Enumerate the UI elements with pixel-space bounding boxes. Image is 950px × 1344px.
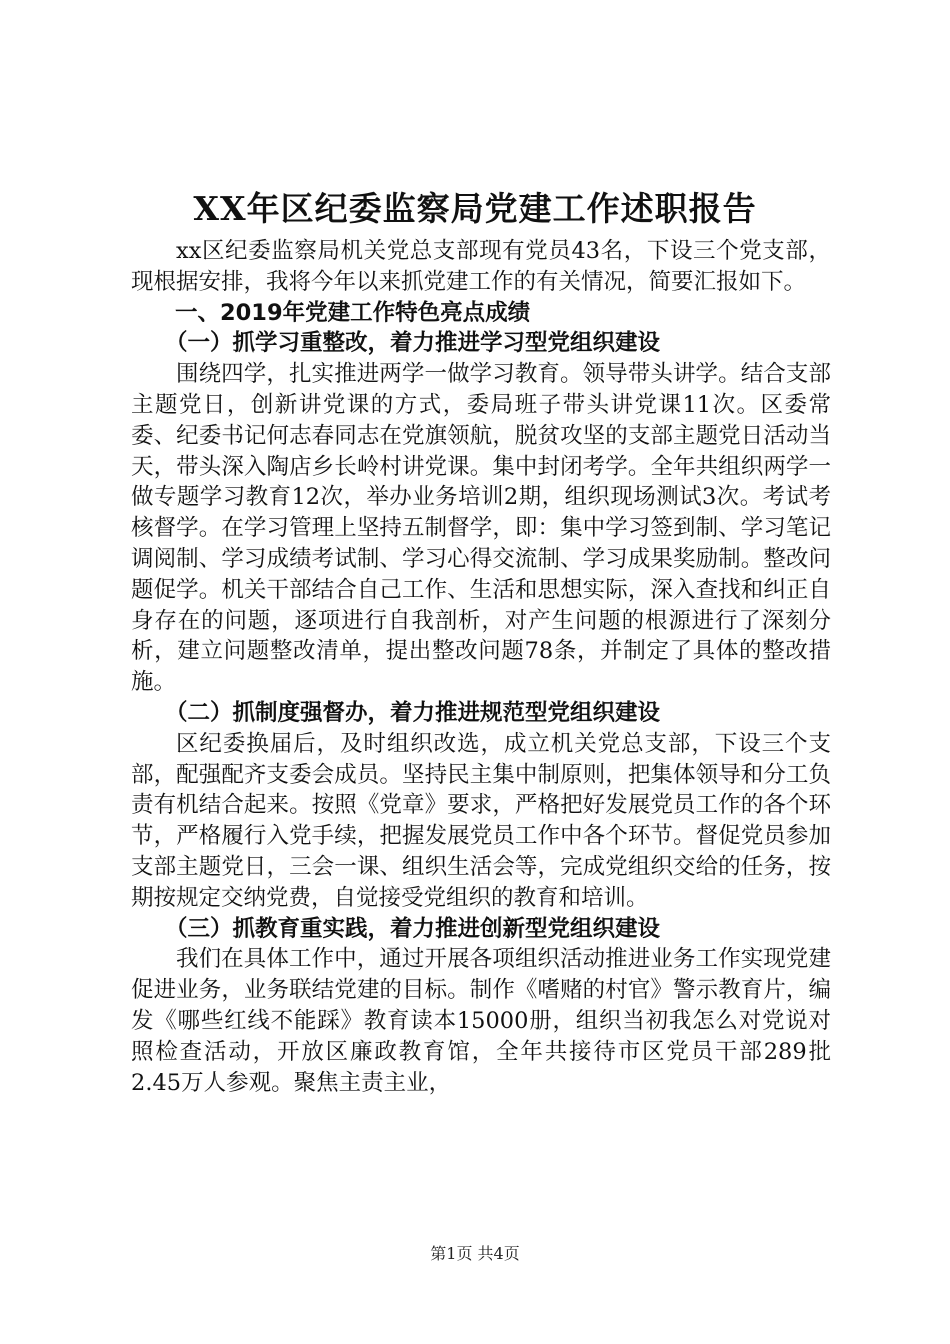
intro-paragraph: xx区纪委监察局机关党总支部现有党员43名，下设三个党支部，现根据安排，我将今年以来抓党建工作的有关情况，简要汇报如下。: [131, 238, 831, 295]
subsection-paragraph-1: 围绕四学，扎实推进两学一做学习教育。领导带头讲学。结合支部主题党日，创新讲党课的方式，委局班子带头讲党课11次。区委常委、纪委书记何志春同志在党旗领航，脱贫攻坚的支部主题党日活动当天，带头深入陶店乡长岭村讲党课。集中封闭考学。全年共组织两学一做专题学习教育12次，举办业务培训2期，组织现场测试3次。考试考核督学。在学习管理上坚持五制督学，即：集中学习签到制、学习笔记调阅制、学习成绩考试制、学习心得交流制、学习成果奖励制。整改问题促学。机关干部结合自己工作、生活和思想实际，深入查找和纠正自身存在的问题，逐项进行自我剖析，对产生问题的根源进行了深刻分析，建立问题整改清单，提出整改问题78条，并制定了具体的整改措施。: [131, 361, 831, 696]
section-heading-1: 一、2019年党建工作特色亮点成绩: [175, 299, 531, 326]
subsection-heading-3: （三）抓教育重实践，着力推进创新型党组织建设: [165, 915, 661, 942]
subsection-heading-1: （一）抓学习重整改，着力推进学习型党组织建设: [165, 330, 661, 357]
page-footer: 第1页 共4页: [430, 1244, 520, 1263]
subsection-heading-2: （二）抓制度强督办，着力推进规范型党组织建设: [165, 699, 661, 726]
document-body: [131, 236, 831, 1098]
subsection-paragraph-2: 区纪委换届后，及时组织改选，成立机关党总支部，下设三个支部，配强配齐支委会成员。坚持民主集中制原则，把集体领导和分工负责有机结合起来。按照《党章》要求，严格把好发展党员工作的各个环节，严格履行入党手续，把握发展党员工作中各个环节。督促党员参加支部主题党日，三会一课、组织生活会等，完成党组织交给的任务，按期按规定交纳党费，自觉接受党组织的教育和培训。: [131, 730, 831, 911]
document-title: XX年区纪委监察局党建工作述职报告: [193, 189, 757, 228]
subsection-paragraph-3: 我们在具体工作中，通过开展各项组织活动推进业务工作实现党建促进业务，业务联结党建的目标。制作《嗜赌的村官》警示教育片，编发《哪些红线不能踩》教育读本15000册，组织当初我怎么对党说对照检查活动，开放区廉政教育馆，全年共接待市区党员干部289批2.45万人参观。聚焦主责主业，: [131, 946, 831, 1096]
